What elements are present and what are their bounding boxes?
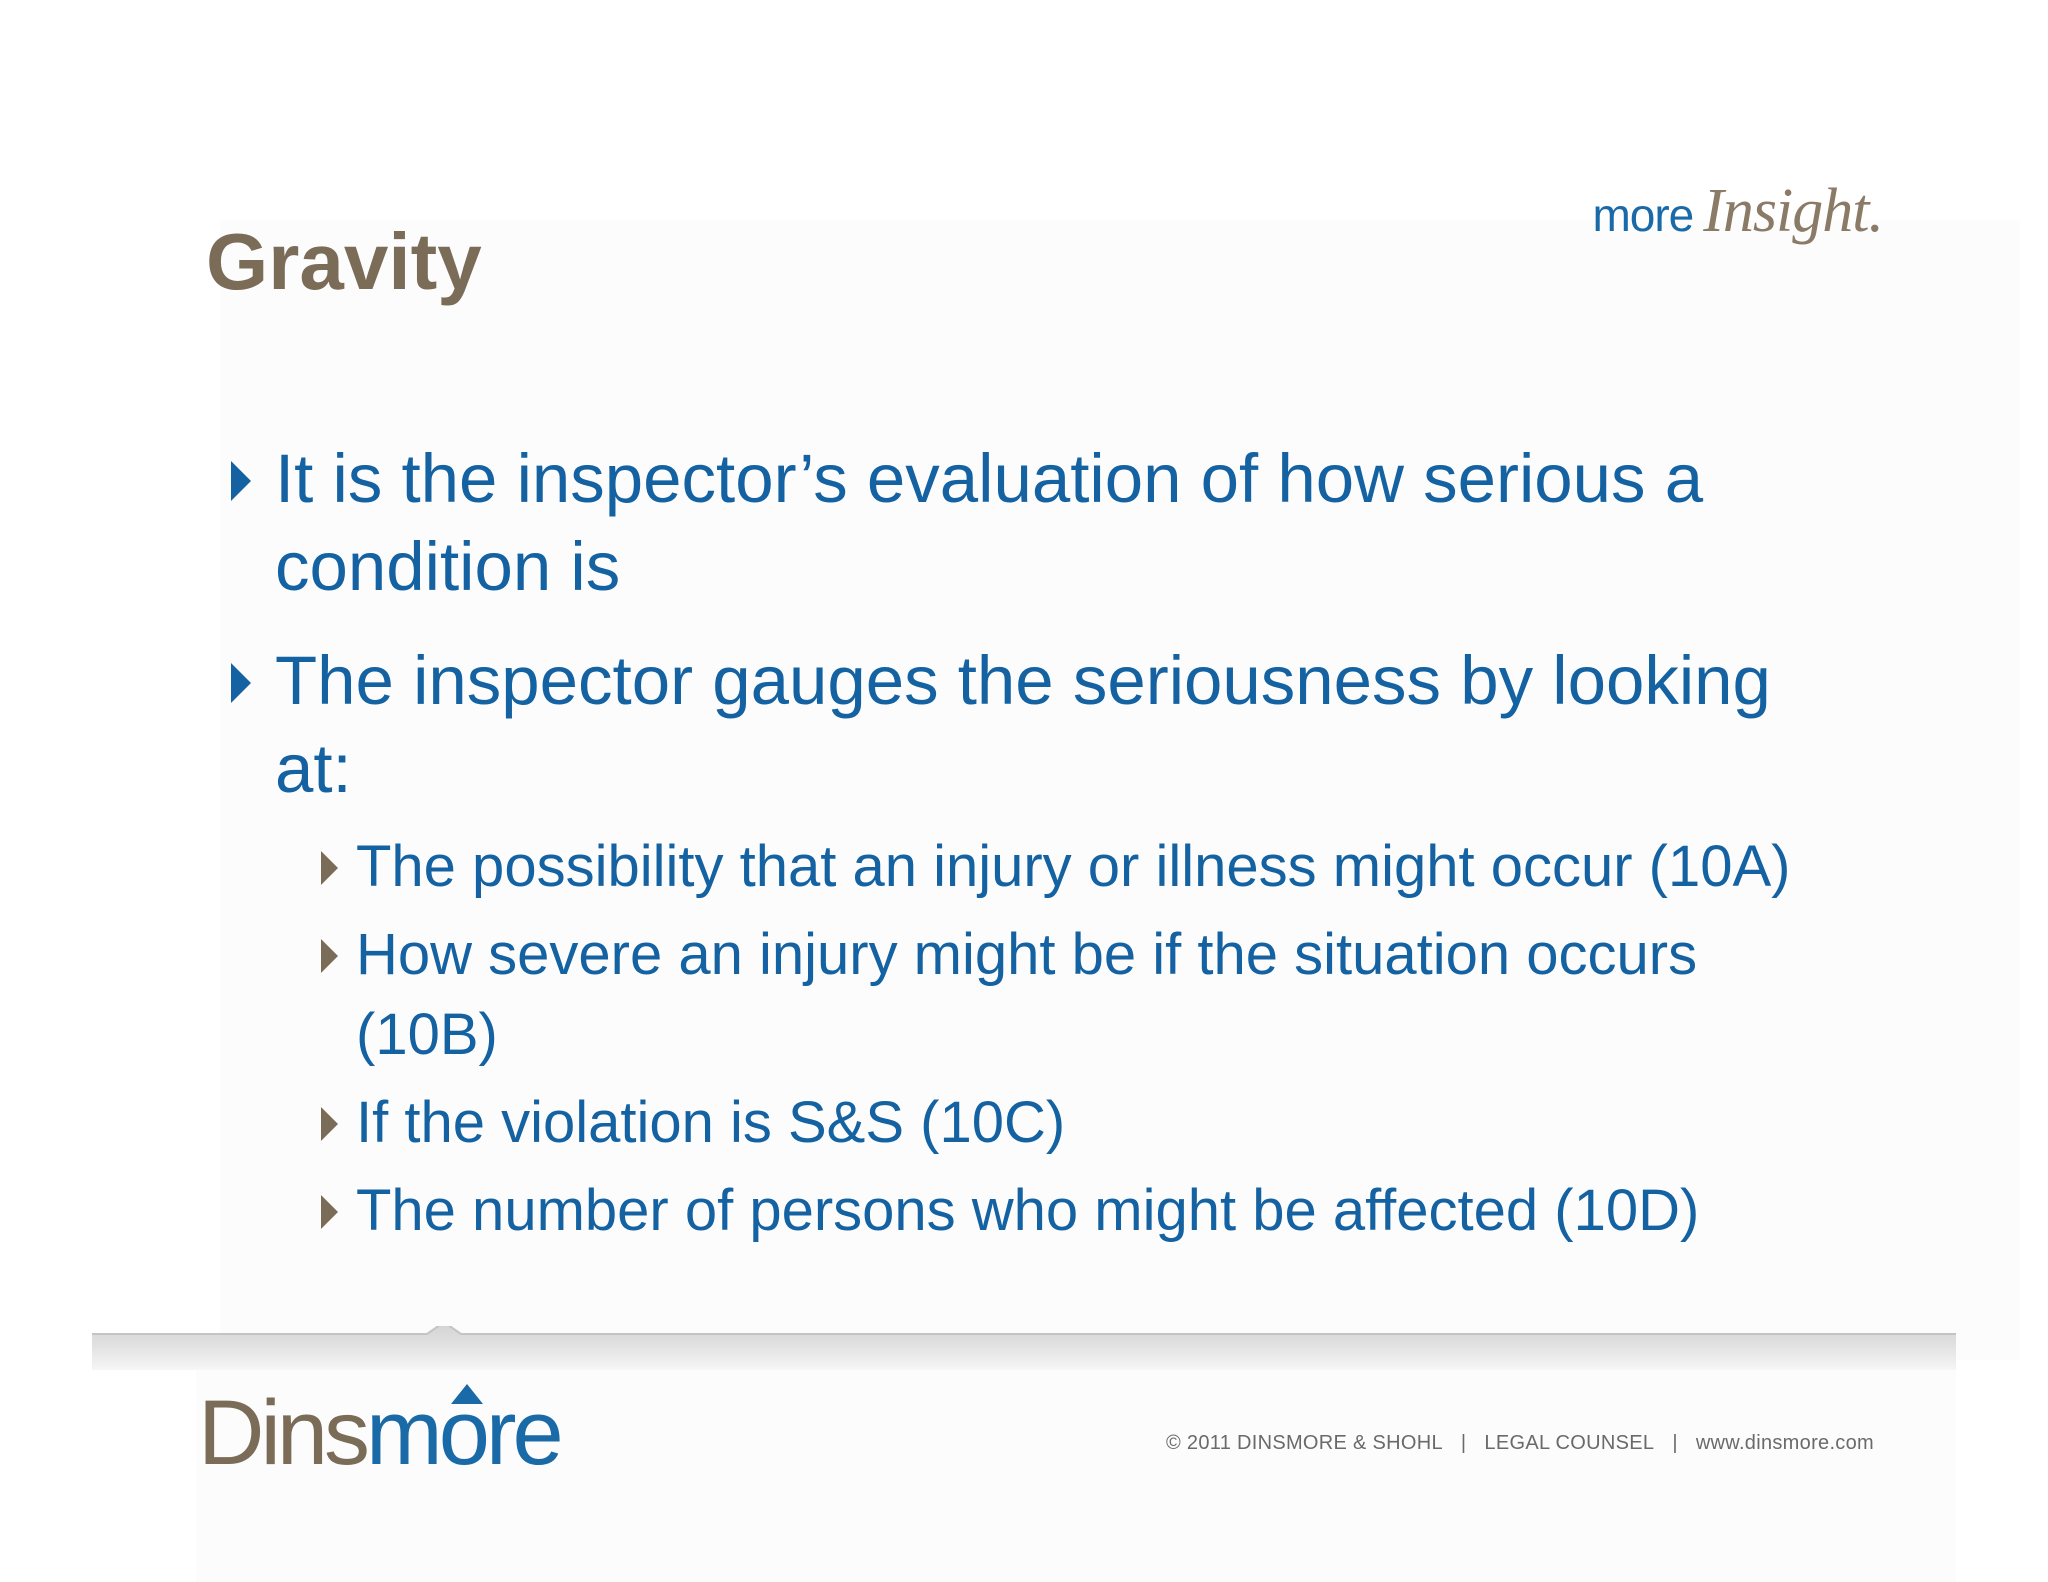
sub-bullet-text: How severe an injury might be if the situation occurs (10B): [356, 922, 1698, 1067]
sub-bullet-text: The possibility that an injury or illness might occur (10A): [356, 834, 1791, 899]
sub-bullet-text: The number of persons who might be affected (10D): [356, 1178, 1700, 1243]
footer-url: www.dinsmore.com: [1695, 1432, 1874, 1454]
footer-separator: |: [1672, 1432, 1678, 1454]
sub-bullet-item: [225, 827, 1845, 907]
more-insight-logo: [1592, 176, 1883, 247]
sub-bullet-item: [225, 915, 1845, 1075]
footer-legal: LEGAL COUNSEL: [1484, 1432, 1655, 1454]
footer-text: [1166, 1432, 1874, 1455]
dinsmore-logo-part: o: [438, 1382, 486, 1484]
dinsmore-logo: [198, 1378, 560, 1488]
sub-bullet-arrow-icon: [321, 939, 338, 973]
bullet-arrow-icon: [231, 663, 251, 703]
dinsmore-logo-part: re: [485, 1382, 560, 1484]
bullet-list: [225, 435, 1845, 1259]
dinsmore-logo-part: Dins: [198, 1382, 367, 1484]
bullet-text: The inspector gauges the seriousness by looking at:: [275, 642, 1771, 807]
sub-bullet-item: [225, 1171, 1845, 1251]
more-insight-logo-insight: Insight.: [1703, 177, 1883, 245]
dinsmore-logo-part: m: [366, 1382, 439, 1484]
bullet-item: [225, 435, 1845, 611]
more-insight-logo-more: more: [1592, 189, 1694, 241]
caret-icon: [451, 1384, 483, 1404]
sub-bullet-arrow-icon: [321, 851, 338, 885]
slide-title: Gravity: [206, 217, 482, 306]
bullet-item: [225, 637, 1845, 813]
footer-separator: |: [1460, 1432, 1467, 1454]
bullet-text: It is the inspector’s evaluation of how serious a condition is: [275, 440, 1704, 605]
bullet-arrow-icon: [231, 461, 251, 501]
dinsmore-logo-o: [439, 1378, 486, 1488]
sub-bullet-arrow-icon: [321, 1107, 338, 1141]
sub-bullet-text: If the violation is S&S (10C): [356, 1090, 1066, 1155]
footer-divider: [92, 1326, 1956, 1370]
footer-copyright: © 2011 DINSMORE & SHOHL: [1166, 1432, 1443, 1454]
sub-bullet-item: [225, 1083, 1845, 1163]
sub-bullet-arrow-icon: [321, 1195, 338, 1229]
